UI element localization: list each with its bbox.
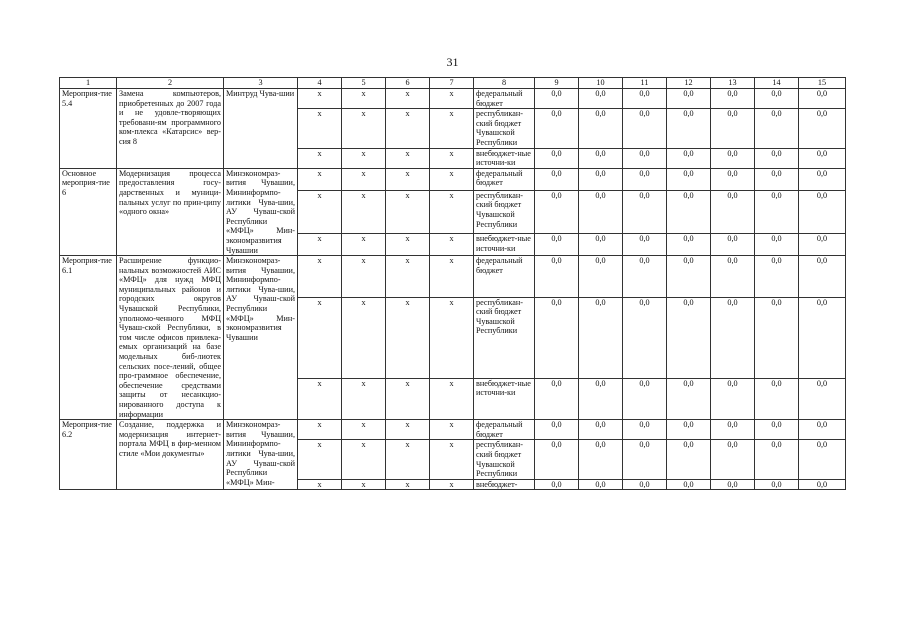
- column-header: 8: [474, 78, 535, 89]
- x-cell: x: [342, 420, 386, 440]
- value-cell: 0,0: [755, 479, 799, 490]
- value-cell: 0,0: [711, 233, 755, 255]
- value-cell: 0,0: [667, 109, 711, 148]
- value-cell: 0,0: [755, 89, 799, 109]
- value-cell: 0,0: [667, 190, 711, 233]
- x-cell: x: [386, 89, 430, 109]
- value-cell: 0,0: [667, 479, 711, 490]
- column-header: 2: [117, 78, 224, 89]
- value-cell: 0,0: [579, 440, 623, 479]
- value-cell: 0,0: [667, 256, 711, 298]
- x-cell: x: [386, 378, 430, 420]
- value-cell: 0,0: [755, 420, 799, 440]
- value-cell: 0,0: [579, 256, 623, 298]
- funding-source: федеральный бюджет: [474, 420, 535, 440]
- value-cell: 0,0: [799, 440, 846, 479]
- table-row: [60, 420, 846, 440]
- row-activity: Расширение функцио-нальных возможностей АИС «МФЦ» для нужд МФЦ муниципальных районов и городских округов Чувашской Республики, уполномо-ченного МФЦ Чуваш-ской Республики, в том числе офисов привлека-емых организаций на базе модельных биб-лиотек сельских посе-лений, общее про-граммное обеспечение, обеспечение средствами защиты от несанкцио-нированного доступа к информации: [117, 256, 224, 420]
- value-cell: 0,0: [535, 297, 579, 378]
- value-cell: 0,0: [535, 378, 579, 420]
- value-cell: 0,0: [755, 148, 799, 168]
- value-cell: 0,0: [667, 148, 711, 168]
- x-cell: x: [298, 190, 342, 233]
- value-cell: 0,0: [711, 89, 755, 109]
- value-cell: 0,0: [579, 420, 623, 440]
- column-header: 4: [298, 78, 342, 89]
- value-cell: 0,0: [535, 89, 579, 109]
- value-cell: 0,0: [711, 168, 755, 190]
- x-cell: x: [342, 190, 386, 233]
- value-cell: 0,0: [623, 420, 667, 440]
- funding-source: республикан-ский бюджет Чувашской Республики: [474, 440, 535, 479]
- value-cell: 0,0: [711, 256, 755, 298]
- value-cell: 0,0: [711, 148, 755, 168]
- x-cell: x: [386, 479, 430, 490]
- value-cell: 0,0: [711, 479, 755, 490]
- value-cell: 0,0: [579, 233, 623, 255]
- x-cell: x: [298, 420, 342, 440]
- value-cell: 0,0: [579, 89, 623, 109]
- value-cell: 0,0: [623, 109, 667, 148]
- row-code: Мероприя-тие 6.1: [60, 256, 117, 420]
- value-cell: 0,0: [623, 297, 667, 378]
- value-cell: 0,0: [711, 378, 755, 420]
- column-header: 9: [535, 78, 579, 89]
- x-cell: x: [342, 148, 386, 168]
- value-cell: 0,0: [623, 148, 667, 168]
- value-cell: 0,0: [623, 233, 667, 255]
- value-cell: 0,0: [711, 440, 755, 479]
- value-cell: 0,0: [755, 168, 799, 190]
- value-cell: 0,0: [755, 297, 799, 378]
- value-cell: 0,0: [799, 89, 846, 109]
- value-cell: 0,0: [535, 148, 579, 168]
- value-cell: 0,0: [623, 440, 667, 479]
- table-row: [60, 168, 846, 190]
- value-cell: 0,0: [667, 89, 711, 109]
- column-header: 13: [711, 78, 755, 89]
- funding-source: внебюджет-ные источни-ки: [474, 148, 535, 168]
- x-cell: x: [430, 440, 474, 479]
- value-cell: 0,0: [711, 297, 755, 378]
- value-cell: 0,0: [623, 479, 667, 490]
- table-row: [60, 89, 846, 109]
- value-cell: 0,0: [755, 190, 799, 233]
- x-cell: x: [342, 89, 386, 109]
- row-executor: Минэкономраз-вития Чувашии, Мининформпо-литики Чува-шии, АУ Чуваш-ской Республики «МФЦ» Мин-экономразвития Чувашии: [224, 256, 298, 420]
- value-cell: 0,0: [579, 190, 623, 233]
- funding-source: федеральный бюджет: [474, 168, 535, 190]
- row-code: Мероприя-тие 6.2: [60, 420, 117, 490]
- funding-source: внебюджет-ные источни-ки: [474, 378, 535, 420]
- value-cell: 0,0: [623, 89, 667, 109]
- x-cell: x: [386, 148, 430, 168]
- value-cell: 0,0: [579, 109, 623, 148]
- value-cell: 0,0: [799, 420, 846, 440]
- row-executor: Минэкономраз-вития Чувашии, Мининформпо-литики Чува-шии, АУ Чуваш-ской Республики «МФЦ» Мин-экономразвития Чувашии: [224, 168, 298, 255]
- value-cell: 0,0: [535, 233, 579, 255]
- value-cell: 0,0: [799, 168, 846, 190]
- value-cell: 0,0: [623, 168, 667, 190]
- x-cell: x: [298, 168, 342, 190]
- row-executor: Минтруд Чува-шии: [224, 89, 298, 169]
- value-cell: 0,0: [579, 297, 623, 378]
- x-cell: x: [298, 233, 342, 255]
- value-cell: 0,0: [799, 479, 846, 490]
- x-cell: x: [386, 109, 430, 148]
- funding-source: внебюджет-ные источни-ки: [474, 233, 535, 255]
- x-cell: x: [298, 89, 342, 109]
- x-cell: x: [430, 420, 474, 440]
- x-cell: x: [342, 109, 386, 148]
- value-cell: 0,0: [755, 440, 799, 479]
- x-cell: x: [430, 89, 474, 109]
- value-cell: 0,0: [711, 420, 755, 440]
- column-header: 1: [60, 78, 117, 89]
- funding-source: республикан-ский бюджет Чувашской Республики: [474, 109, 535, 148]
- value-cell: 0,0: [711, 190, 755, 233]
- value-cell: 0,0: [799, 256, 846, 298]
- value-cell: 0,0: [535, 109, 579, 148]
- x-cell: x: [430, 168, 474, 190]
- column-header: 10: [579, 78, 623, 89]
- funding-source: федеральный бюджет: [474, 256, 535, 298]
- column-header: 14: [755, 78, 799, 89]
- column-header: 3: [224, 78, 298, 89]
- value-cell: 0,0: [711, 109, 755, 148]
- value-cell: 0,0: [799, 109, 846, 148]
- x-cell: x: [430, 233, 474, 255]
- value-cell: 0,0: [667, 233, 711, 255]
- value-cell: 0,0: [623, 378, 667, 420]
- value-cell: 0,0: [579, 148, 623, 168]
- program-table: [59, 77, 846, 490]
- value-cell: 0,0: [535, 190, 579, 233]
- x-cell: x: [430, 378, 474, 420]
- value-cell: 0,0: [579, 479, 623, 490]
- x-cell: x: [342, 256, 386, 298]
- row-executor: Минэкономраз-вития Чувашии, Мининформпо-литики Чува-шии, АУ Чуваш-ской Республики «МФЦ» Мин-: [224, 420, 298, 490]
- column-header: 12: [667, 78, 711, 89]
- x-cell: x: [298, 256, 342, 298]
- value-cell: 0,0: [799, 297, 846, 378]
- x-cell: x: [430, 297, 474, 378]
- value-cell: 0,0: [667, 168, 711, 190]
- x-cell: x: [298, 148, 342, 168]
- value-cell: 0,0: [535, 440, 579, 479]
- page-number: 31: [446, 55, 459, 69]
- x-cell: x: [342, 440, 386, 479]
- column-header: 6: [386, 78, 430, 89]
- value-cell: 0,0: [667, 440, 711, 479]
- value-cell: 0,0: [535, 479, 579, 490]
- row-activity: Модернизация процесса предоставления госу-дарственных и муници-пальных услуг по прин-ципу «одного окна»: [117, 168, 224, 255]
- x-cell: x: [430, 190, 474, 233]
- x-cell: x: [342, 168, 386, 190]
- value-cell: 0,0: [623, 190, 667, 233]
- funding-source: внебюджет-: [474, 479, 535, 490]
- x-cell: x: [386, 256, 430, 298]
- row-code: Мероприя-тие 5.4: [60, 89, 117, 169]
- value-cell: 0,0: [535, 256, 579, 298]
- x-cell: x: [386, 168, 430, 190]
- value-cell: 0,0: [799, 148, 846, 168]
- x-cell: x: [430, 256, 474, 298]
- x-cell: x: [298, 297, 342, 378]
- column-header: 7: [430, 78, 474, 89]
- x-cell: x: [298, 479, 342, 490]
- value-cell: 0,0: [755, 256, 799, 298]
- x-cell: x: [386, 440, 430, 479]
- funding-source: республикан-ский бюджет Чувашской Республики: [474, 297, 535, 378]
- funding-source: федеральный бюджет: [474, 89, 535, 109]
- column-header: 15: [799, 78, 846, 89]
- x-cell: x: [386, 190, 430, 233]
- value-cell: 0,0: [667, 378, 711, 420]
- x-cell: x: [298, 109, 342, 148]
- x-cell: x: [342, 479, 386, 490]
- value-cell: 0,0: [755, 109, 799, 148]
- value-cell: 0,0: [667, 297, 711, 378]
- x-cell: x: [386, 420, 430, 440]
- x-cell: x: [386, 233, 430, 255]
- value-cell: 0,0: [799, 378, 846, 420]
- value-cell: 0,0: [799, 190, 846, 233]
- header-row: [60, 78, 846, 89]
- value-cell: 0,0: [535, 168, 579, 190]
- x-cell: x: [298, 378, 342, 420]
- value-cell: 0,0: [755, 378, 799, 420]
- funding-source: республикан-ский бюджет Чувашской Республики: [474, 190, 535, 233]
- column-header: 5: [342, 78, 386, 89]
- x-cell: x: [298, 440, 342, 479]
- value-cell: 0,0: [799, 233, 846, 255]
- x-cell: x: [342, 378, 386, 420]
- table-row: [60, 256, 846, 298]
- column-header: 11: [623, 78, 667, 89]
- x-cell: x: [342, 233, 386, 255]
- row-activity: Создание, поддержка и модернизация интернет-портала МФЦ в фир-менном стиле «Мои документы»: [117, 420, 224, 490]
- value-cell: 0,0: [667, 420, 711, 440]
- value-cell: 0,0: [579, 378, 623, 420]
- x-cell: x: [430, 148, 474, 168]
- x-cell: x: [342, 297, 386, 378]
- value-cell: 0,0: [579, 168, 623, 190]
- value-cell: 0,0: [623, 256, 667, 298]
- row-activity: Замена компьютеров, приобретенных до 2007 года и не удовле-творяющих требовани-ям программного ком-плекса «Катарсис» вер-сия 8: [117, 89, 224, 169]
- value-cell: 0,0: [755, 233, 799, 255]
- x-cell: x: [430, 109, 474, 148]
- x-cell: x: [386, 297, 430, 378]
- value-cell: 0,0: [535, 420, 579, 440]
- x-cell: x: [430, 479, 474, 490]
- row-code: Основное мероприя-тие 6: [60, 168, 117, 255]
